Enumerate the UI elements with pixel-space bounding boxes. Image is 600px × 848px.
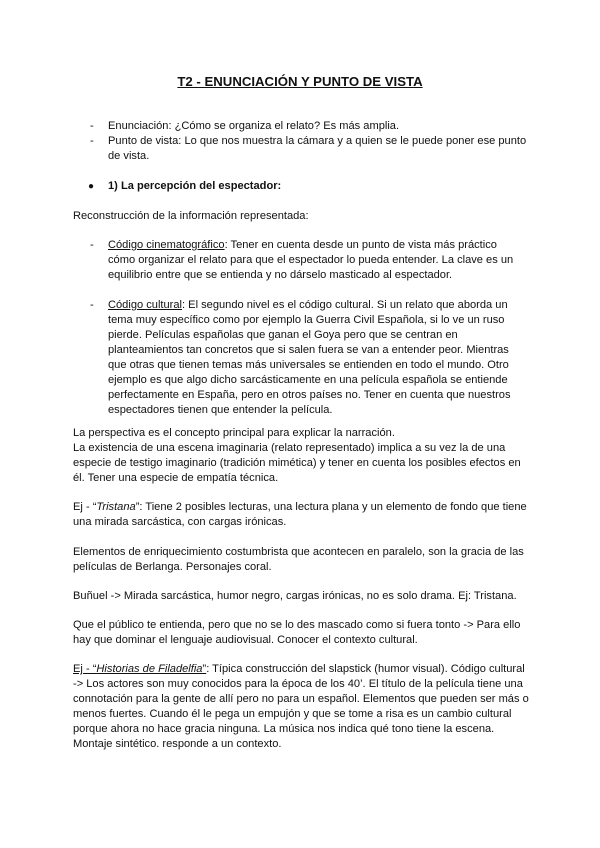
section-heading-text: 1) La percepción del espectador: — [108, 180, 282, 192]
filadelfia-title: Historias de Filadelfia — [96, 663, 203, 675]
paragraph-bunuel: Buñuel -> Mirada sarcástica, humor negro, cargas irónicas, no es solo drama. Ej: Tristana. — [73, 590, 517, 602]
tristana-text: ”: Tiene 2 posibles lecturas, una lectura plana y un elemento de fondo que tiene una mirada sarcástica, con cargas irónicas. — [73, 501, 527, 528]
text-codigo-cinematografico: : Tener en cuenta desde un punto de vista más práctico cómo organizar el relato para que el espectador lo pueda entender. La clave es un equilibrio entre que se entienda y no dárselo masticado al espectador. — [108, 239, 514, 281]
paragraph-escena: La existencia de una escena imaginaria (relato representado) implica a su vez la de una especie de testigo imaginario (tradición mimética) y tener en cuenta los posibles efectos en él. Tener una especie de empatía técnica. — [73, 442, 521, 484]
paragraph-perspectiva: La perspectiva es el concepto principal para explicar la narración. — [73, 427, 395, 439]
list-item-punto-de-vista: - Punto de vista: Lo que nos muestra la cámara y a quien se le puede poner ese punto de vista. — [90, 134, 530, 164]
page-title — [0, 74, 600, 90]
term-codigo-cinematografico: Código cinematográfico — [108, 239, 225, 251]
filadelfia-link-text — [73, 663, 206, 675]
paragraph-berlanga: Elementos de enriquecimiento costumbrista que acontecen en paralelo, son la gracia de las películas de Berlanga. Personajes coral. — [73, 546, 524, 573]
paragraph-filadelfia — [73, 662, 531, 752]
filadelfia-prefix: Ej - “ — [73, 663, 97, 675]
list-item-codigo-cultural — [90, 298, 522, 418]
codigos-list — [90, 238, 522, 418]
term-codigo-cultural: Código cultural — [108, 299, 182, 311]
tristana-title: Tristana — [96, 501, 136, 513]
filadelfia-suffix: ” — [202, 663, 207, 675]
section-heading — [88, 179, 488, 194]
text-codigo-cultural: : El segundo nivel es el código cultural. Si un relato que aborda un tema muy específico como por ejemplo la Guerra Civil Española, si lo ve un ruso pierde. Películas españolas que ganan el Goya pero que se centran en planteamientos tan concretos que si salen fuera se van a entender peor. Mientras que otras que tienen temas más universales se entienden en todo el mundo. Otro ejemplo es que algo dicho sarcásticamente en una película española se entiende perfectamente en España, pero en otros países no. Tener en cuenta que nuestros espectadores tienen que entender la película. — [108, 299, 511, 416]
list-item-codigo-cinematografico — [90, 238, 522, 283]
filadelfia-text: : Típica construcción del slapstick (humor visual). Código cultural -> Los actores son muy conocidos para la época de los 40’. El título de la película tiene una connotación para la gente de allí pero no para un español. Elementos que pueden ser más o menos fuertes. Cuando él le pega un empujón y que se tome a risa es un cambio cultural porque ahora no hace gracia ninguna. La música nos indica qué tono tiene la escena. Montaje sintético. responde a un contexto. — [73, 663, 529, 750]
tristana-prefix: Ej - “ — [73, 501, 97, 513]
paragraph-tristana — [73, 500, 531, 530]
paragraph-reconstruccion: Reconstrucción de la información representada: — [73, 210, 309, 222]
page-title-text: T2 - ENUNCIACIÓN Y PUNTO DE VISTA — [177, 74, 423, 89]
intro-list — [90, 119, 530, 164]
list-item-enunciacion: - Enunciación: ¿Cómo se organiza el relato? Es más amplia. — [90, 119, 530, 134]
paragraph-publico: Que el público te entienda, pero que no se lo des mascado como si fuera tonto -> Para ello hay que dominar el lenguaje audiovisual. Conocer el contexto cultural. — [73, 619, 521, 646]
bullet-marker: ● — [88, 181, 95, 192]
